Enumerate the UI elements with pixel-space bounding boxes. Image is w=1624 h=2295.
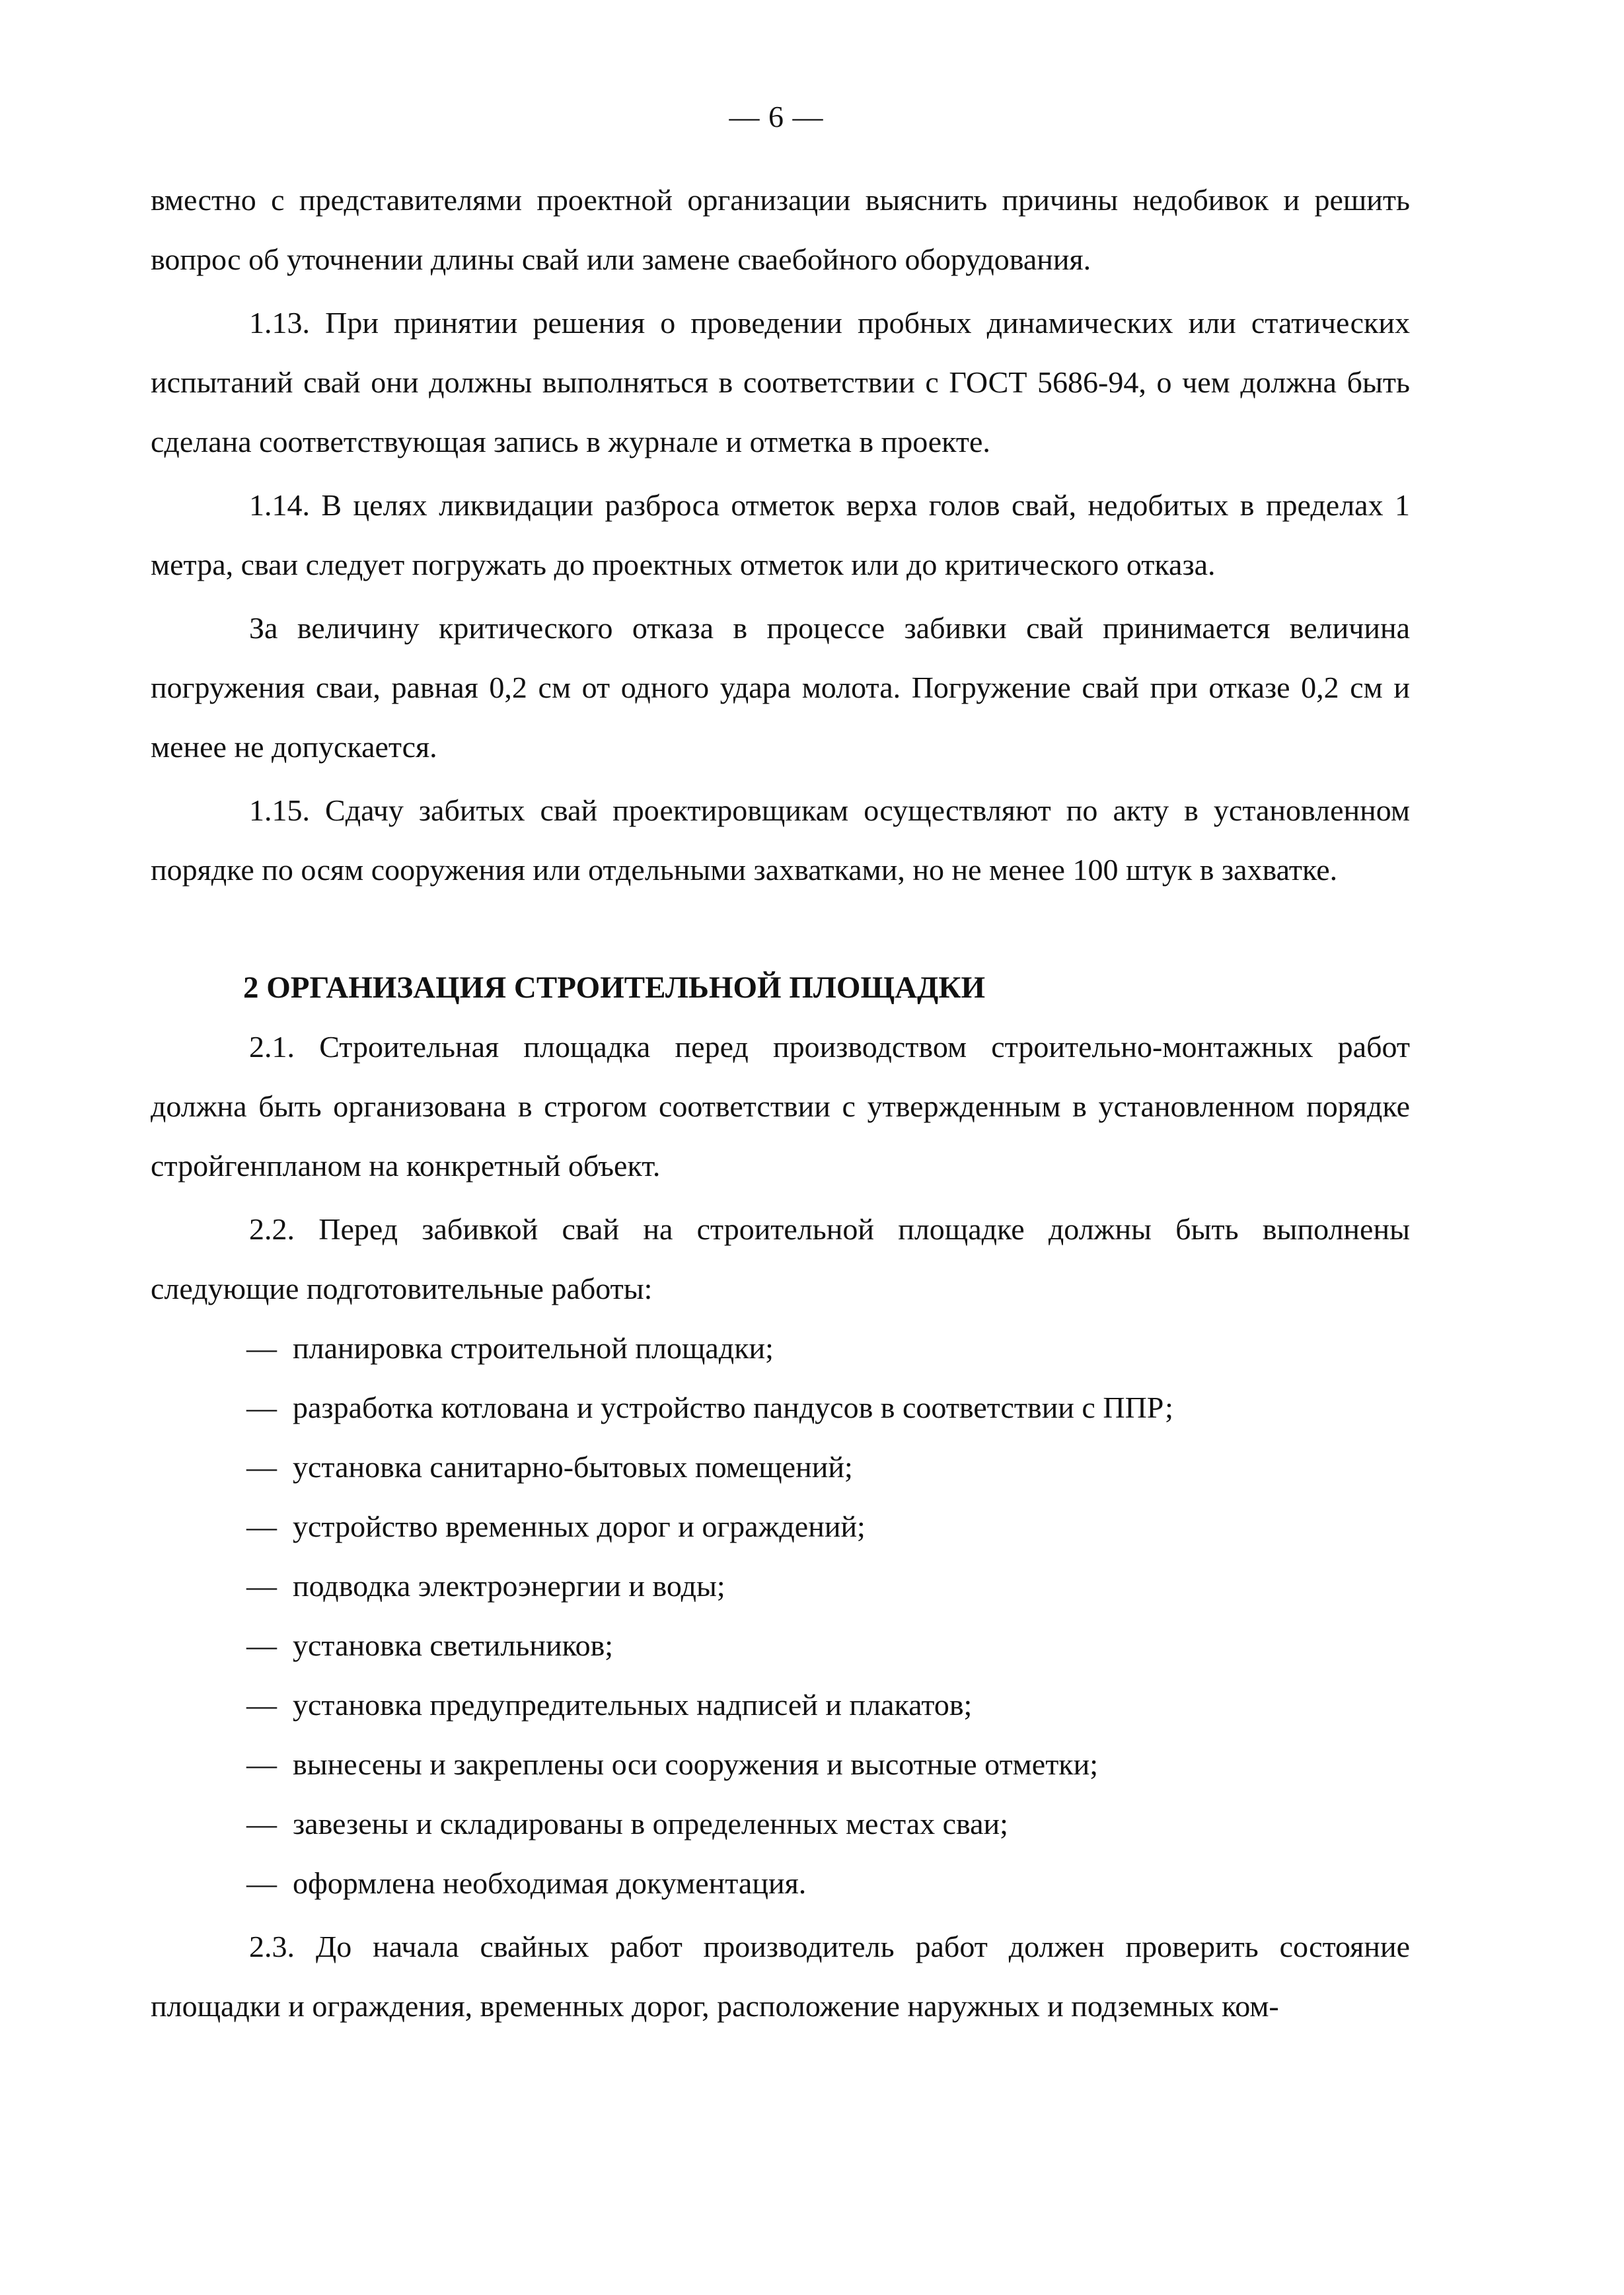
page-number: — 6 —	[729, 100, 824, 133]
list-item-text: оформлена необходимая документация.	[293, 1866, 807, 1900]
list-item	[151, 1438, 1410, 1497]
paragraph-2-2: 2.2. Перед забивкой свай на строительной площадке должны быть выполнены следующие подготовительные работы:	[151, 1212, 1410, 1305]
list-item	[151, 1675, 1410, 1735]
paragraph-2-3: 2.3. До начала свайных работ производитель работ должен проверить состояние площадки и ограждения, временных дорог, расположение наружных и подземных ком-	[151, 1930, 1410, 2023]
list-item-text: установка санитарно-бытовых помещений;	[293, 1450, 853, 1484]
paragraph-2-1: 2.1. Строительная площадка перед производством строительно-монтажных работ должна быть организована в строгом соответствии с утвержденным в установленном порядке стройгенпланом на конкретный объект.	[151, 1030, 1410, 1183]
dash-marker: —	[246, 1510, 277, 1543]
section-heading: 2 ОРГАНИЗАЦИЯ СТРОИТЕЛЬНОЙ ПЛОЩАДКИ	[243, 970, 986, 1005]
paragraph-1-14: 1.14. В целях ликвидации разброса отметок верха голов свай, недобитых в пределах 1 метра, сваи следует погружать до проектных отметок или до критического отказа.	[151, 488, 1410, 581]
list-item	[151, 1556, 1410, 1616]
dash-marker: —	[246, 1747, 277, 1781]
dash-marker: —	[246, 1450, 277, 1484]
list-item-text: завезены и складированы в определенных местах сваи;	[293, 1807, 1008, 1840]
list-item	[151, 1497, 1410, 1556]
preparatory-works-list	[151, 1319, 1410, 1913]
body-text	[151, 170, 1410, 2036]
paragraph-1-15: 1.15. Сдачу забитых свай проектировщикам осуществляют по акту в установленном порядке по осям сооружения или отдельными захватками, но не менее 100 штук в захватке.	[151, 793, 1410, 887]
list-item	[151, 1735, 1410, 1794]
list-item-text: разработка котлована и устройство пандусов в соответствии с ППР;	[293, 1391, 1173, 1424]
list-item	[151, 1854, 1410, 1913]
list-item	[151, 1319, 1410, 1378]
list-item-text: подводка электроэнергии и воды;	[293, 1569, 725, 1603]
list-item	[151, 1616, 1410, 1675]
dash-marker: —	[246, 1391, 277, 1424]
list-item	[151, 1378, 1410, 1438]
list-item-text: устройство временных дорог и ограждений;	[293, 1510, 866, 1543]
list-item-text: вынесены и закреплены оси сооружения и высотные отметки;	[293, 1747, 1099, 1781]
dash-marker: —	[246, 1807, 277, 1840]
list-item	[151, 1794, 1410, 1854]
list-item-text: планировка строительной площадки;	[293, 1331, 774, 1365]
dash-marker: —	[246, 1569, 277, 1603]
dash-marker: —	[246, 1866, 277, 1900]
paragraph-1-13: 1.13. При принятии решения о проведении пробных динамических или статических испытаний свай они должны выполняться в соответствии с ГОСТ 5686-94, о чем должна быть сделана соответствующая запись в журнале и отметка в проекте.	[151, 306, 1410, 458]
list-item-text: установка светильников;	[293, 1628, 614, 1662]
paragraph-continuation: вместно с представителями проектной организации выяснить причины недобивок и решить вопрос об уточнении длины свай или замене сваебойного оборудования.	[151, 183, 1410, 276]
dash-marker: —	[246, 1688, 277, 1722]
paragraph-critical-refusal: За величину критического отказа в процессе забивки свай принимается величина погружения сваи, равная 0,2 см от одного удара молота. Погружение свай при отказе 0,2 см и менее не допускается.	[151, 611, 1410, 764]
list-item-text: установка предупредительных надписей и плакатов;	[293, 1688, 973, 1722]
dash-marker: —	[246, 1628, 277, 1662]
dash-marker: —	[246, 1331, 277, 1365]
